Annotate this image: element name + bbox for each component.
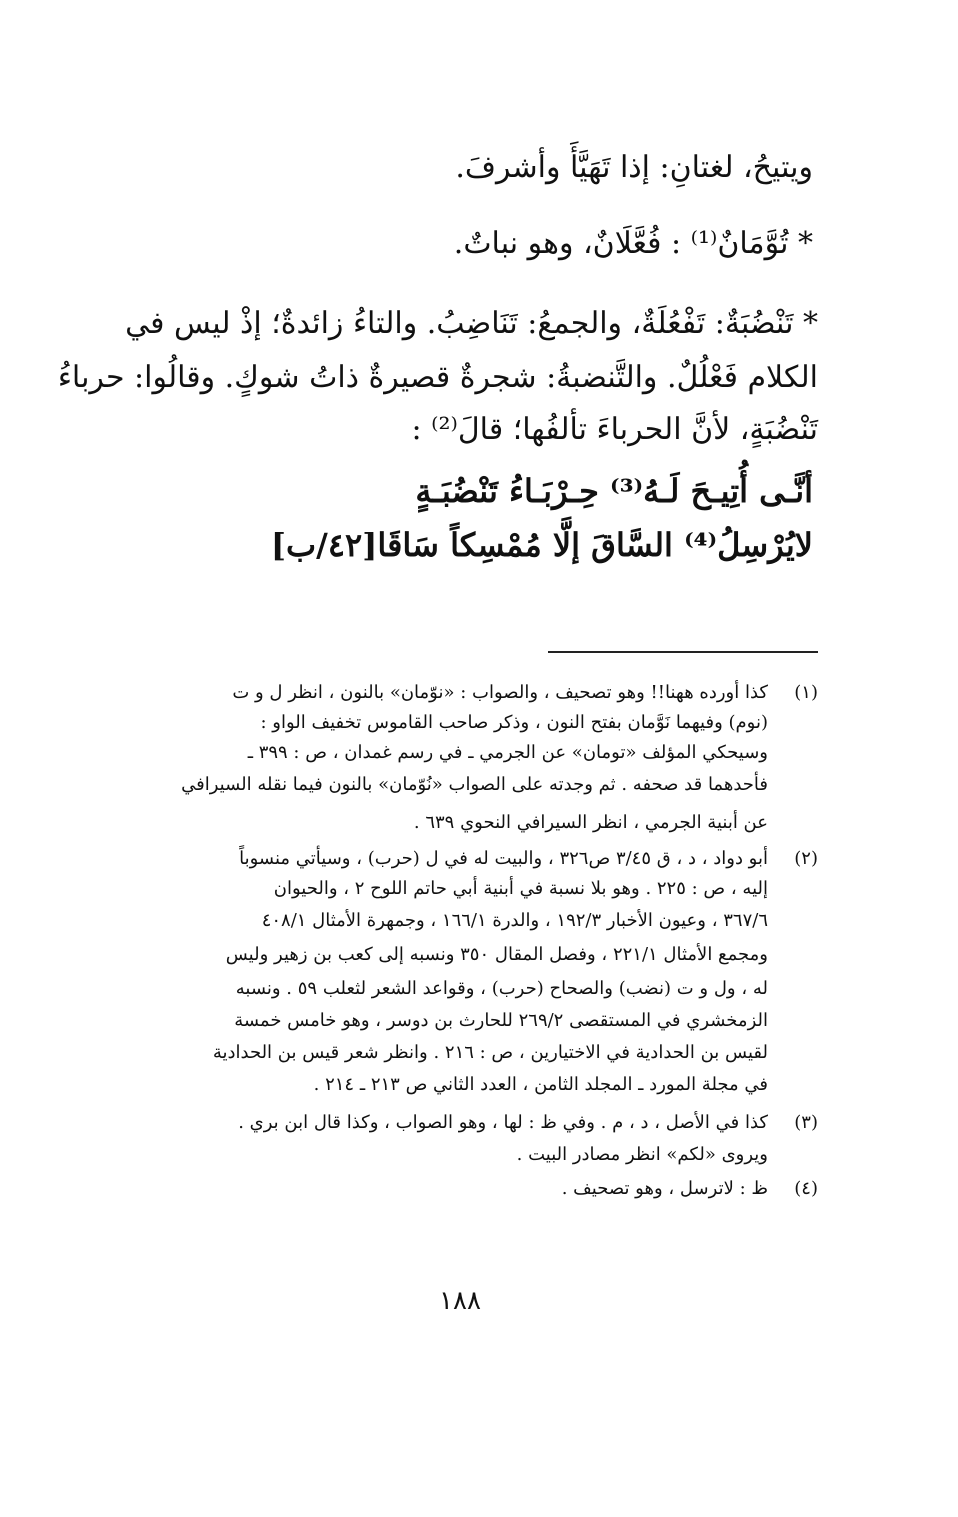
- footnote-2-line-8: في مجلة المورد ـ المجلد الثامن ، العدد الثاني ص ٢١٣ ـ ٢١٤ .: [313, 1074, 768, 1095]
- footnote-4-number: (٤): [794, 1178, 818, 1199]
- footnote-1-line-5: عن أبنية الجرمي ، انظر السيرافي النحوي ٦٣٩ .: [413, 812, 768, 833]
- entry-tawwaman: * تُوَّمَانٌ⁽¹⁾ : فُعَّلَانٌ، وهو نباتٌ.: [453, 226, 813, 261]
- verse-line-2: لايُرْسِلُ⁽⁴⁾ السَّاقَ إلَّا مُمْسِكاً سَاقَا[٤٢/ب]: [270, 526, 813, 564]
- footnote-1-line-1: كذا أورده ههنا!! وهو تصحيف ، والصواب : «نوّمان» بالنون ، انظر ل و ت: [232, 682, 768, 703]
- entry-tandubah-line-2: الكلام فَعْلُلٌ. والتَّنضبةُ: شجرةٌ قصيرةٌ ذاتُ شوكٍ. وقالُوا: حرباءُ: [57, 360, 818, 395]
- footnote-3-line-2: ويروى «لكم» انظر مصادر البيت .: [516, 1144, 768, 1165]
- footnote-2-line-7: لقيس بن الحدادية في الاختيارين ، ص : ٢١٦ . وانظر شعر قيس بن الحدادية: [212, 1042, 768, 1063]
- footnote-1-line-4: فأحدهما قد صحفه . ثم وجدته على الصواب «نُوّمان» بالنون فيما نقله السيرافي: [181, 774, 768, 795]
- footnote-2-line-3: ٣٦٧/٦ ، وعيون الأخبار ١٩٢/٣ ، والدرة ١٦٦/١ ، وجمهرة الأمثال ٤٠٨/١: [261, 910, 768, 931]
- footnote-2-number: (٢): [794, 848, 818, 869]
- page-number: ١٨٨: [439, 1286, 481, 1316]
- footnote-3-line-1: كذا في الأصل ، د ، م . وفي ظ : لها ، وهو الصواب ، وكذا قال ابن بري .: [238, 1112, 768, 1133]
- entry-tandubah-line-3: تَنْضُبَةٍ، لأنَّ الحرباءَ تألفُها؛ قالَ⁽²⁾ :: [411, 412, 818, 447]
- footnote-4-line-1: ظ : لاترسل ، وهو تصحيف .: [561, 1178, 768, 1199]
- footnote-separator: [548, 651, 818, 653]
- verse-line-1: أنَّـى أُتِيـحَ لَـهُ⁽³⁾ حِـرْبَـاءُ تَنْضُبَـةٍ: [415, 472, 813, 510]
- body-line-1: ويتيحُ، لغتانِ: إذا تَهَيَّأَ وأشرفَ.: [455, 150, 813, 185]
- footnote-2-line-1: أبو دواد ، د ، ق ٣/٤٥ ص٣٢٦ ، والبيت له في ل (حرب) ، وسيأتي منسوباً: [239, 848, 768, 869]
- footnote-2-line-5: له ، ول و ت (نضب) والصحاح (حرب) ، وقواعد الشعر لثعلب ٥٩ . ونسبه: [235, 978, 768, 999]
- footnote-1-line-3: وسيحكي المؤلف «تومان» عن الجرمي ـ في رسم غمدان ، ص : ٣٩٩ ـ: [247, 742, 768, 763]
- footnote-2-line-2: إليه ، ص : ٢٢٥ . وهو بلا نسبة في أبنية أبي حاتم اللوح ٢ ، والحيوان: [273, 878, 768, 899]
- footnote-2-line-6: الزمخشري في المستقصى ٢٦٩/٢ للحارث بن دوسر ، وهو خامس خمسة: [234, 1010, 768, 1031]
- footnote-3-number: (٣): [794, 1112, 818, 1133]
- footnote-1-number: (١): [794, 682, 818, 703]
- entry-tandubah-line-1: * تَنْضُبَةٌ: تَفْعُلَةٌ، والجمعُ: تَنَاضِبُ. والتاءُ زائدةٌ؛ إذْ ليس في: [125, 306, 818, 341]
- footnote-2-line-4: ومجمع الأمثال ٢٢١/١ ، وفصل المقال ٣٥٠ ونسبه إلى كعب بن زهير وليس: [225, 944, 768, 965]
- footnote-1-line-2: (نوم) وفيهما نَوَّمان بفتح النون ، وذكر صاحب القاموس تخفيف الواو :: [260, 712, 768, 733]
